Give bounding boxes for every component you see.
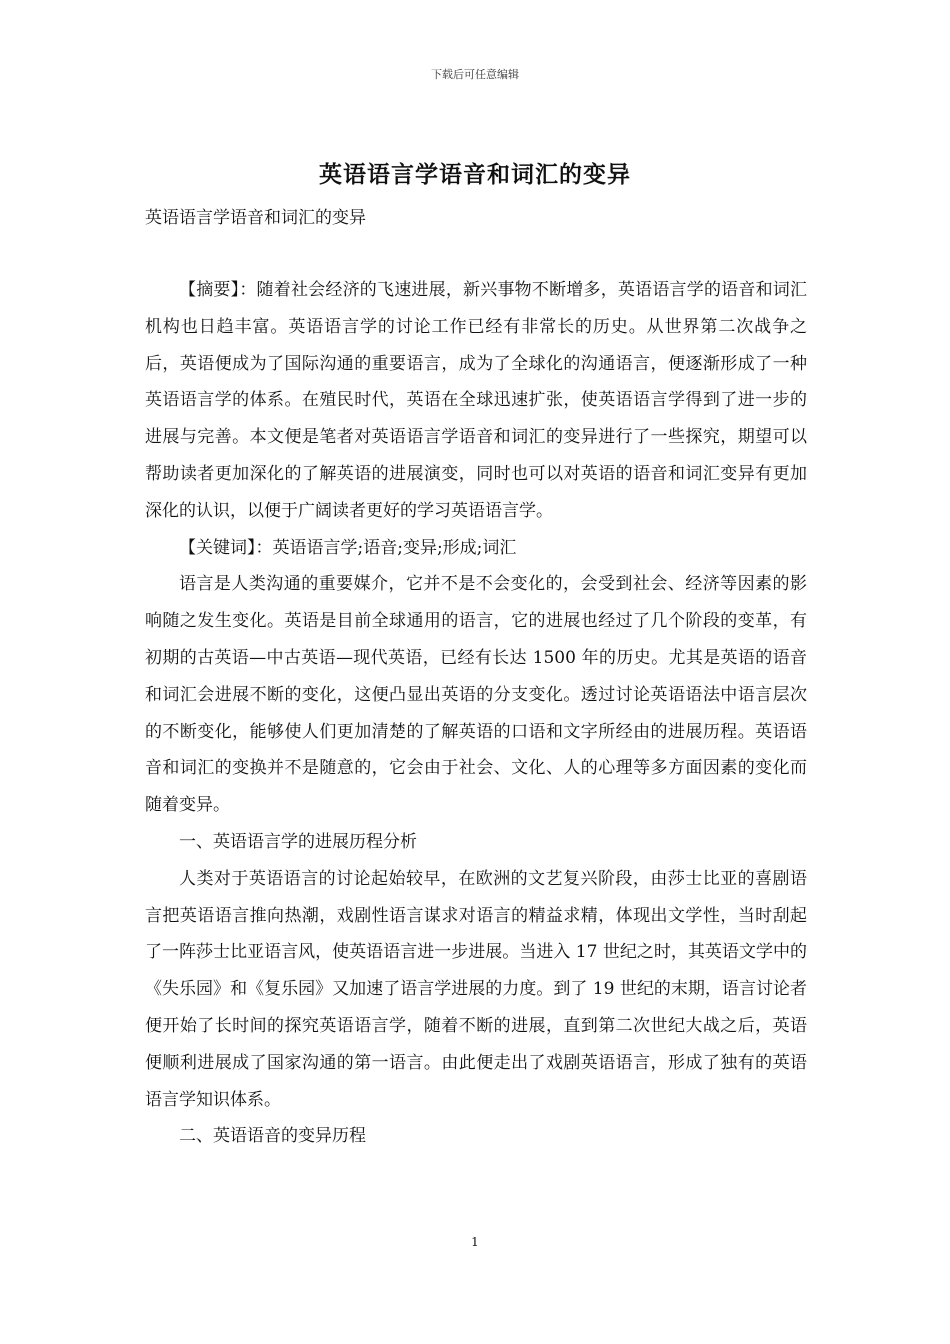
document-body xyxy=(145,272,807,1155)
intro-paragraph: 语言是人类沟通的重要媒介，它并不是不会变化的，会受到社会、经济等因素的影响随之发生变化。英语是目前全球通用的语言，它的进展也经过了几个阶段的变革，有初期的古英语—中古英语—现代英语，已经有长达 1500 年的历史。尤其是英语的语音和词汇会进展不断的变化，这便凸显出英语的分支变化。透过讨论英语语法中语言层次的不断变化，能够使人们更加清楚的了解英语的口语和文字所经由的进展历程。英语语音和词汇的变换并不是随意的，它会由于社会、文化、人的心理等多方面因素的变化而随着变异。 xyxy=(145,574,807,816)
page-header-note: 下载后可任意编辑 xyxy=(431,68,519,81)
section-1-paragraph: 人类对于英语语言的讨论起始较早，在欧洲的文艺复兴阶段，由莎士比亚的喜剧语言把英语语言推向热潮，戏剧性语言谋求对语言的精益求精，体现出文学性，当时刮起了一阵莎士比亚语言风，使英语语言进一步进展。当进入 17 世纪之时，其英语文学中的《失乐园》和《复乐园》又加速了语言学进展的力度。到了 19 世纪的末期，语言讨论者便开始了长时间的探究英语语言学，随着不断的进展，直到第二次世纪大战之后，英语便顺利进展成了国家沟通的第一语言。由此便走出了戏剧英语语言，形成了独有的英语语言学知识体系。 xyxy=(145,868,807,1110)
section-heading-1: 一、英语语言学的进展历程分析 xyxy=(179,831,417,852)
abstract-paragraph: 【摘要】：随着社会经济的飞速进展，新兴事物不断增多，英语语言学的语音和词汇机构也日趋丰富。英语语言学的讨论工作已经有非常长的历史。从世界第二次战争之后，英语便成为了国际沟通的重要语言，成为了全球化的沟通语言，便逐渐形成了一种英语语言学的体系。在殖民时代，英语在全球迅速扩张，使英语语言学得到了进一步的进展与完善。本文便是笔者对英语语言学语音和词汇的变异进行了一些探究，期望可以帮助读者更加深化的了解英语的进展演变，同时也可以对英语的语音和词汇变异有更加深化的认识，以便于广阔读者更好的学习英语语言学。 xyxy=(145,280,807,521)
document-subtitle: 英语语言学语音和词汇的变异 xyxy=(145,208,366,228)
page-number: 1 xyxy=(471,1235,479,1249)
keywords-paragraph: 【关键词】：英语语言学;语音;变异;形成;词汇 xyxy=(179,537,517,558)
section-heading-2: 二、英语语音的变异历程 xyxy=(179,1126,366,1147)
document-title: 英语语言学语音和词汇的变异 xyxy=(319,161,631,188)
